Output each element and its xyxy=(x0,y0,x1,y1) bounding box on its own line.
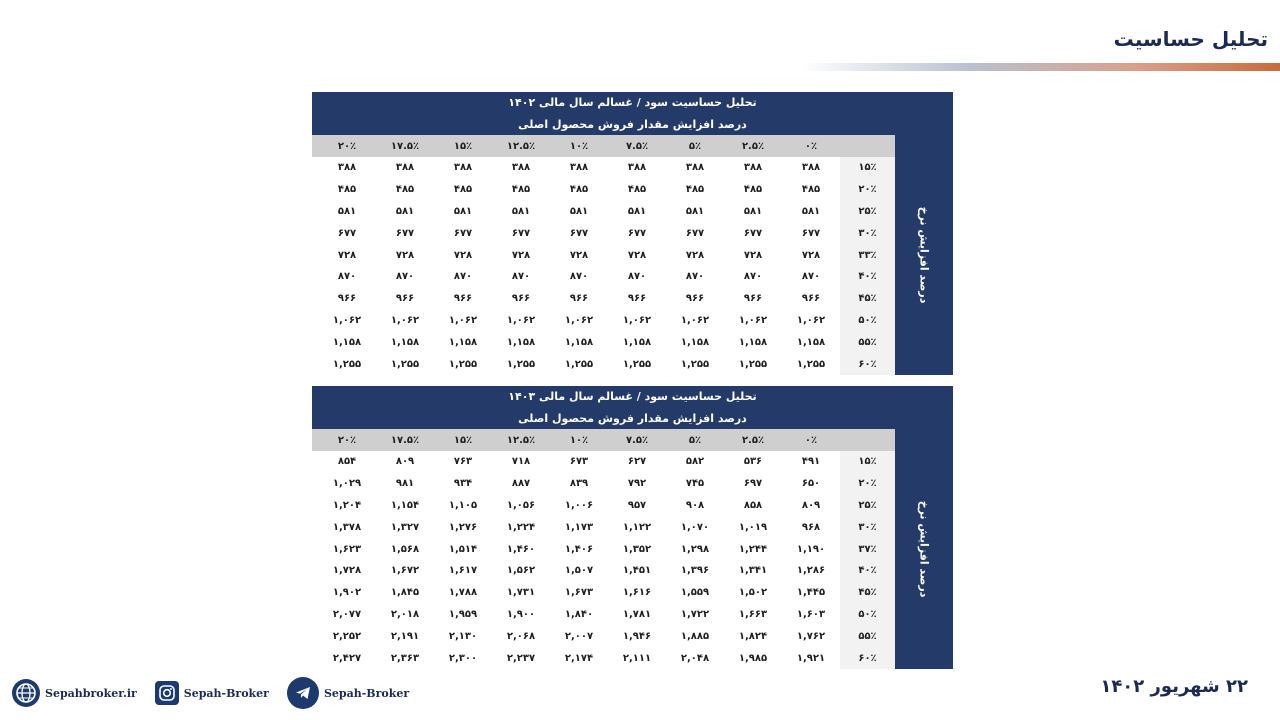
table-cell: ۲,۰۶۸ xyxy=(506,630,536,642)
table-cell: ۲,۱۹۱ xyxy=(390,630,420,642)
table-row xyxy=(312,157,895,179)
table-cell: ۱,۱۵۸ xyxy=(332,336,362,348)
table-cell: ۷۲۸ xyxy=(743,249,763,261)
table-cell: ۱,۶۲۳ xyxy=(332,543,362,555)
table-cell: ۷۲۸ xyxy=(569,249,589,261)
table-cell: ۱,۱۵۸ xyxy=(738,336,768,348)
table-cell: ۷۹۲ xyxy=(627,478,647,490)
column-header: ۱۲.۵٪ xyxy=(506,140,536,152)
table-cell: ۷۲۸ xyxy=(801,249,821,261)
table-cell: ۱,۱۵۸ xyxy=(506,336,536,348)
row-axis-label xyxy=(895,135,953,375)
table-cell: ۱,۷۲۸ xyxy=(332,565,362,577)
table-cell: ۲,۰۷۷ xyxy=(332,608,362,620)
table-cell: ۴۸۵ xyxy=(801,184,821,196)
table-row xyxy=(312,179,895,201)
table-cell: ۱,۰۰۶ xyxy=(564,499,594,511)
table-cell: ۹۰۸ xyxy=(685,499,705,511)
table-cell: ۶۷۷ xyxy=(395,227,415,239)
table-row xyxy=(312,310,895,332)
table-cell: ۱,۲۵۵ xyxy=(622,358,652,370)
table-cell: ۳۸۸ xyxy=(337,162,357,174)
table-row xyxy=(312,582,895,604)
table-cell: ۱,۳۷۸ xyxy=(332,521,362,533)
table-cell: ۱,۲۰۴ xyxy=(332,499,362,511)
column-header: ۰٪ xyxy=(804,434,818,446)
table-cell: ۱,۸۴۵ xyxy=(390,587,420,599)
table-cell: ۱,۹۴۶ xyxy=(622,630,652,642)
table-cell: ۶۹۷ xyxy=(743,478,763,490)
table-cell: ۲,۰۰۷ xyxy=(564,630,594,642)
table-cell: ۴۹۱ xyxy=(801,456,821,468)
table-cell: ۴۸۵ xyxy=(337,184,357,196)
table-body xyxy=(312,429,895,669)
row-header: ۴۰٪ xyxy=(840,266,895,288)
table-cell: ۹۶۸ xyxy=(801,521,821,533)
table-cell: ۲,۴۲۷ xyxy=(332,652,362,664)
table-cell: ۱,۱۲۲ xyxy=(622,521,652,533)
table-cell: ۹۶۶ xyxy=(395,293,415,305)
table-cell: ۶۵۰ xyxy=(801,478,821,490)
table-cell: ۵۸۱ xyxy=(627,205,647,217)
table-cell: ۱,۰۶۲ xyxy=(448,314,478,326)
table-cell: ۱,۰۶۲ xyxy=(506,314,536,326)
table-cell: ۱,۰۶۲ xyxy=(622,314,652,326)
table-cell: ۳۸۸ xyxy=(569,162,589,174)
page-title: تحلیل حساسیت xyxy=(1113,27,1268,51)
table-cell: ۱,۹۸۵ xyxy=(738,652,768,664)
website-link[interactable] xyxy=(12,679,137,707)
table-cell: ۸۸۷ xyxy=(511,478,531,490)
telegram-label: Sepah-Broker xyxy=(323,686,410,700)
table-row xyxy=(312,516,895,538)
table-cell: ۱,۲۲۴ xyxy=(506,521,536,533)
table-cell: ۴۸۵ xyxy=(627,184,647,196)
table-cell: ۹۶۶ xyxy=(511,293,531,305)
table-cell: ۱,۵۵۹ xyxy=(680,587,710,599)
instagram-icon xyxy=(155,681,179,705)
table-cell: ۳۸۸ xyxy=(395,162,415,174)
table-cell: ۲,۲۵۲ xyxy=(332,630,362,642)
table-cell: ۱,۶۶۳ xyxy=(738,608,768,620)
table-cell: ۱,۳۵۲ xyxy=(622,543,652,555)
table-cell: ۸۷۰ xyxy=(453,271,473,283)
table-cell: ۹۶۶ xyxy=(337,293,357,305)
table-cell: ۵۸۱ xyxy=(395,205,415,217)
table-cell: ۴۸۵ xyxy=(453,184,473,196)
table-cell: ۱,۱۵۴ xyxy=(390,499,420,511)
table-cell: ۱,۰۲۹ xyxy=(332,478,362,490)
table-cell: ۱,۲۵۵ xyxy=(564,358,594,370)
table-cell: ۲,۱۷۴ xyxy=(564,652,594,664)
table-cell: ۹۸۱ xyxy=(395,478,415,490)
table-cell: ۶۷۷ xyxy=(453,227,473,239)
table-cell: ۵۸۱ xyxy=(743,205,763,217)
table-cell: ۱,۱۵۸ xyxy=(564,336,594,348)
table-cell: ۱,۲۵۵ xyxy=(506,358,536,370)
column-header: ۰٪ xyxy=(804,140,818,152)
table-cell: ۶۷۷ xyxy=(569,227,589,239)
table-cell: ۱,۶۷۳ xyxy=(564,587,594,599)
table-cell: ۱,۹۵۹ xyxy=(448,608,478,620)
table-cell: ۱,۸۲۴ xyxy=(738,630,768,642)
instagram-link[interactable] xyxy=(155,681,269,705)
table-cell: ۳۸۸ xyxy=(743,162,763,174)
row-header: ۶۰٪ xyxy=(840,353,895,375)
row-axis-label-text: درصد افزایش نرخ xyxy=(917,206,931,304)
table-cell: ۳۸۸ xyxy=(511,162,531,174)
table-cell: ۱,۷۸۱ xyxy=(622,608,652,620)
column-header: ۲۰٪ xyxy=(337,140,357,152)
row-header: ۳۷٪ xyxy=(840,538,895,560)
table-cell: ۹۶۶ xyxy=(685,293,705,305)
table-cell: ۷۲۸ xyxy=(395,249,415,261)
table-cell: ۶۷۷ xyxy=(801,227,821,239)
table-cell: ۵۸۱ xyxy=(685,205,705,217)
table-row xyxy=(312,647,895,669)
table-cell: ۸۰۹ xyxy=(395,456,415,468)
column-header-row xyxy=(312,135,895,157)
table-cell: ۱,۵۱۴ xyxy=(448,543,478,555)
column-header: ۱۰٪ xyxy=(569,140,589,152)
table-cell: ۱,۱۵۸ xyxy=(680,336,710,348)
row-axis-label-text: درصد افزایش نرخ xyxy=(917,500,931,598)
table-cell: ۱,۹۰۰ xyxy=(506,608,536,620)
table-cell: ۲,۳۶۳ xyxy=(390,652,420,664)
table-cell: ۴۸۵ xyxy=(511,184,531,196)
report-date: ۲۲ شهریور ۱۴۰۲ xyxy=(1100,676,1248,697)
table-cell: ۸۷۰ xyxy=(337,271,357,283)
table-cell: ۱,۵۶۲ xyxy=(506,565,536,577)
table-cell: ۱,۴۵۱ xyxy=(622,565,652,577)
table-title: تحلیل حساسیت سود / غسالم سال مالی ۱۴۰۳ xyxy=(508,390,757,403)
row-header: ۱۵٪ xyxy=(840,451,895,473)
table-row xyxy=(312,604,895,626)
table-cell: ۱,۱۵۸ xyxy=(390,336,420,348)
column-header: ۲.۵٪ xyxy=(741,434,765,446)
table-cell: ۱,۷۲۲ xyxy=(680,608,710,620)
telegram-icon xyxy=(287,677,319,709)
table-cell: ۷۴۵ xyxy=(685,478,705,490)
table-row xyxy=(312,353,895,375)
website-label: Sepahbroker.ir xyxy=(45,686,137,700)
title-underline xyxy=(800,63,1280,71)
globe-icon xyxy=(12,679,40,707)
table-cell: ۱,۰۶۲ xyxy=(564,314,594,326)
table-cell: ۸۳۹ xyxy=(569,478,589,490)
row-header: ۳۰٪ xyxy=(840,222,895,244)
column-header: ۵٪ xyxy=(688,140,702,152)
table-grid xyxy=(312,135,953,375)
table-header xyxy=(312,386,953,429)
table-cell: ۶۲۷ xyxy=(627,456,647,468)
table-cell: ۲,۲۳۷ xyxy=(506,652,536,664)
table-cell: ۹۶۶ xyxy=(627,293,647,305)
table-row xyxy=(312,244,895,266)
table-cell: ۱,۷۸۸ xyxy=(448,587,478,599)
table-cell: ۸۷۰ xyxy=(395,271,415,283)
table-body xyxy=(312,135,895,375)
table-cell: ۱,۰۷۰ xyxy=(680,521,710,533)
table-cell: ۱,۲۵۵ xyxy=(738,358,768,370)
table-cell: ۱,۳۲۷ xyxy=(390,521,420,533)
table-cell: ۲,۱۳۰ xyxy=(448,630,478,642)
table-row xyxy=(312,538,895,560)
table-cell: ۶۷۷ xyxy=(511,227,531,239)
row-header: ۶۰٪ xyxy=(840,647,895,669)
table-cell: ۱,۹۰۲ xyxy=(332,587,362,599)
sensitivity-table xyxy=(312,92,953,375)
table-cell: ۷۲۸ xyxy=(627,249,647,261)
table-cell: ۵۸۱ xyxy=(801,205,821,217)
column-header: ۱۵٪ xyxy=(453,434,473,446)
table-cell: ۸۷۰ xyxy=(511,271,531,283)
table-cell: ۱,۰۶۲ xyxy=(390,314,420,326)
table-cell: ۱,۹۲۱ xyxy=(796,652,826,664)
table-cell: ۱,۲۷۶ xyxy=(448,521,478,533)
table-grid xyxy=(312,429,953,669)
table-cell: ۹۶۶ xyxy=(743,293,763,305)
table-cell: ۱,۱۵۸ xyxy=(796,336,826,348)
table-cell: ۸۷۰ xyxy=(743,271,763,283)
table-cell: ۱,۲۵۵ xyxy=(680,358,710,370)
row-header: ۲۵٪ xyxy=(840,495,895,517)
table-cell: ۹۳۴ xyxy=(453,478,473,490)
row-header: ۳۳٪ xyxy=(840,244,895,266)
table-cell: ۴۸۵ xyxy=(395,184,415,196)
table-cell: ۵۳۶ xyxy=(743,456,763,468)
table-cell: ۱,۶۷۲ xyxy=(390,565,420,577)
column-header: ۱۷.۵٪ xyxy=(390,140,420,152)
row-header: ۴۵٪ xyxy=(840,288,895,310)
table-cell: ۷۲۸ xyxy=(453,249,473,261)
table-header xyxy=(312,92,953,135)
table-cell: ۳۸۸ xyxy=(453,162,473,174)
table-cell: ۹۵۷ xyxy=(627,499,647,511)
table-cell: ۱,۵۶۸ xyxy=(390,543,420,555)
table-cell: ۹۶۶ xyxy=(453,293,473,305)
table-cell: ۱,۰۶۲ xyxy=(738,314,768,326)
table-cell: ۱,۲۸۶ xyxy=(796,565,826,577)
table-cell: ۸۵۸ xyxy=(743,499,763,511)
table-cell: ۱,۲۴۴ xyxy=(738,543,768,555)
table-cell: ۵۸۱ xyxy=(337,205,357,217)
column-header: ۱۷.۵٪ xyxy=(390,434,420,446)
table-cell: ۱,۱۵۸ xyxy=(622,336,652,348)
footer-social xyxy=(12,677,427,709)
table-cell: ۱,۰۶۲ xyxy=(332,314,362,326)
table-cell: ۵۸۱ xyxy=(569,205,589,217)
column-header: ۱۵٪ xyxy=(453,140,473,152)
table-row xyxy=(312,222,895,244)
table-cell: ۱,۶۱۶ xyxy=(622,587,652,599)
table-row xyxy=(312,495,895,517)
table-cell: ۲,۳۰۰ xyxy=(448,652,478,664)
table-cell: ۷۲۸ xyxy=(511,249,531,261)
table-cell: ۱,۲۵۵ xyxy=(332,358,362,370)
table-cell: ۶۷۷ xyxy=(627,227,647,239)
table-cell: ۱,۰۶۲ xyxy=(680,314,710,326)
sensitivity-table xyxy=(312,386,953,669)
table-cell: ۱,۲۵۵ xyxy=(390,358,420,370)
table-cell: ۵۸۲ xyxy=(685,456,705,468)
row-header: ۲۰٪ xyxy=(840,179,895,201)
table-row xyxy=(312,288,895,310)
table-cell: ۸۷۰ xyxy=(569,271,589,283)
table-cell: ۴۸۵ xyxy=(743,184,763,196)
table-cell: ۴۸۵ xyxy=(685,184,705,196)
table-cell: ۷۲۸ xyxy=(337,249,357,261)
table-cell: ۱,۵۰۷ xyxy=(564,565,594,577)
column-header: ۷.۵٪ xyxy=(625,140,649,152)
column-header-row xyxy=(312,429,895,451)
table-cell: ۱,۴۴۵ xyxy=(796,587,826,599)
table-title: تحلیل حساسیت سود / غسالم سال مالی ۱۴۰۲ xyxy=(508,96,757,109)
table-row xyxy=(312,451,895,473)
table-cell: ۷۱۸ xyxy=(511,456,531,468)
table-cell: ۷۶۳ xyxy=(453,456,473,468)
column-header: ۵٪ xyxy=(688,434,702,446)
table-row xyxy=(312,473,895,495)
column-header: ۱۰٪ xyxy=(569,434,589,446)
row-header: ۵۵٪ xyxy=(840,625,895,647)
row-header: ۴۵٪ xyxy=(840,582,895,604)
column-header: ۲.۵٪ xyxy=(741,140,765,152)
row-header: ۲۵٪ xyxy=(840,201,895,223)
telegram-link[interactable] xyxy=(287,677,409,709)
table-cell: ۱,۶۱۷ xyxy=(448,565,478,577)
column-header: ۱۲.۵٪ xyxy=(506,434,536,446)
table-cell: ۲,۰۴۸ xyxy=(680,652,710,664)
table-cell: ۸۵۴ xyxy=(337,456,357,468)
table-cell: ۱,۷۳۱ xyxy=(506,587,536,599)
table-cell: ۳۸۸ xyxy=(801,162,821,174)
table-row xyxy=(312,560,895,582)
table-cell: ۱,۱۷۳ xyxy=(564,521,594,533)
table-cell: ۲,۰۱۸ xyxy=(390,608,420,620)
table-row xyxy=(312,266,895,288)
corner-cell xyxy=(840,429,895,451)
table-cell: ۳۸۸ xyxy=(627,162,647,174)
row-axis-label xyxy=(895,429,953,669)
table-cell: ۷۲۸ xyxy=(685,249,705,261)
table-cell: ۸۷۰ xyxy=(801,271,821,283)
table-cell: ۶۷۷ xyxy=(685,227,705,239)
table-row xyxy=(312,201,895,223)
row-header: ۵۰٪ xyxy=(840,604,895,626)
table-cell: ۲,۱۱۱ xyxy=(622,652,652,664)
instagram-label: Sepah-Broker xyxy=(183,686,269,700)
table-cell: ۵۸۱ xyxy=(453,205,473,217)
table-cell: ۱,۱۵۸ xyxy=(448,336,478,348)
column-header: ۲۰٪ xyxy=(337,434,357,446)
corner-cell xyxy=(840,135,895,157)
table-cell: ۹۶۶ xyxy=(569,293,589,305)
table-cell: ۱,۷۶۲ xyxy=(796,630,826,642)
table-cell: ۶۷۷ xyxy=(743,227,763,239)
table-cell: ۱,۰۱۹ xyxy=(738,521,768,533)
table-cell: ۱,۲۹۸ xyxy=(680,543,710,555)
table-cell: ۱,۱۰۵ xyxy=(448,499,478,511)
table-cell: ۱,۸۴۰ xyxy=(564,608,594,620)
table-cell: ۱,۴۰۶ xyxy=(564,543,594,555)
table-cell: ۱,۲۵۵ xyxy=(448,358,478,370)
row-header: ۴۰٪ xyxy=(840,560,895,582)
table-subtitle: درصد افزایش مقدار فروش محصول اصلی xyxy=(518,118,747,131)
table-cell: ۶۷۳ xyxy=(569,456,589,468)
row-header: ۵۰٪ xyxy=(840,310,895,332)
table-subtitle: درصد افزایش مقدار فروش محصول اصلی xyxy=(518,412,747,425)
table-cell: ۶۷۷ xyxy=(337,227,357,239)
table-cell: ۸۷۰ xyxy=(685,271,705,283)
table-row xyxy=(312,625,895,647)
table-cell: ۱,۳۴۱ xyxy=(738,565,768,577)
table-cell: ۱,۱۹۰ xyxy=(796,543,826,555)
row-header: ۱۵٪ xyxy=(840,157,895,179)
table-cell: ۳۸۸ xyxy=(685,162,705,174)
table-cell: ۸۰۹ xyxy=(801,499,821,511)
table-cell: ۱,۳۹۶ xyxy=(680,565,710,577)
row-header: ۵۵٪ xyxy=(840,331,895,353)
row-header: ۲۰٪ xyxy=(840,473,895,495)
table-cell: ۱,۰۵۶ xyxy=(506,499,536,511)
table-cell: ۹۶۶ xyxy=(801,293,821,305)
table-cell: ۱,۰۶۲ xyxy=(796,314,826,326)
table-cell: ۱,۴۶۰ xyxy=(506,543,536,555)
table-cell: ۴۸۵ xyxy=(569,184,589,196)
table-cell: ۸۷۰ xyxy=(627,271,647,283)
table-cell: ۱,۲۵۵ xyxy=(796,358,826,370)
column-header: ۷.۵٪ xyxy=(625,434,649,446)
row-header: ۳۰٪ xyxy=(840,516,895,538)
table-row xyxy=(312,331,895,353)
table-cell: ۱,۶۰۳ xyxy=(796,608,826,620)
table-cell: ۵۸۱ xyxy=(511,205,531,217)
table-cell: ۱,۵۰۲ xyxy=(738,587,768,599)
table-cell: ۱,۸۸۵ xyxy=(680,630,710,642)
